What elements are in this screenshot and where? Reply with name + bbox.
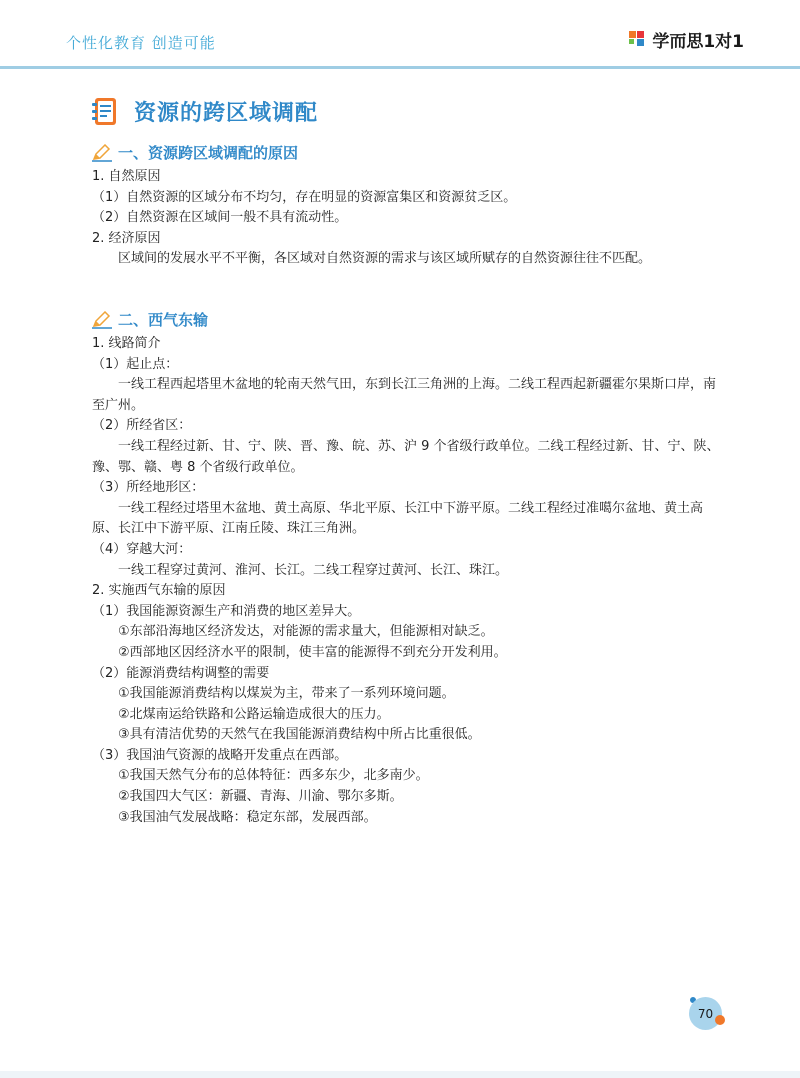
text-line: （2）所经省区：	[92, 418, 192, 434]
text-line: ②西部地区因经济水平的限制，使丰富的能源得不到充分开发利用。	[118, 644, 507, 660]
text-line: （3）所经地形区：	[92, 480, 205, 496]
brand-name: 学而思1对1	[652, 31, 744, 52]
text-line: ②北煤南运给铁路和公路运输造成很大的压力。	[118, 706, 390, 722]
section-body-2	[92, 334, 722, 828]
text-line: （3）我国油气资源的战略开发重点在西部。	[92, 747, 348, 763]
text-paragraph: 一线工程经过塔里木盆地、黄土高原、华北平原、长江中下游平原。二线工程经过准噶尔盆地、黄土高原、长江中下游平原、江南丘陵、珠江三角洲。	[92, 500, 704, 537]
text-line: （4）穿越大河：	[92, 541, 192, 557]
text-paragraph: 一线工程西起塔里木盆地的轮南天然气田，东到长江三角洲的上海。二线工程西起新疆霍尔果斯口岸，南至广州。	[92, 377, 717, 413]
text-line: 区域间的发展水平不平衡，各区域对自然资源的需求与该区域所赋存的自然资源往往不匹配。	[118, 251, 652, 267]
section-title-2: 二、西气东输	[118, 311, 209, 329]
section-body-1	[92, 167, 722, 270]
section-heading-1	[92, 142, 298, 163]
footer-band	[0, 1071, 800, 1078]
text-line: （1）自然资源的区域分布不均匀，存在明显的资源富集区和资源贫乏区。	[92, 189, 517, 205]
text-line: ①东部沿海地区经济发达，对能源的需求量大，但能源相对缺乏。	[118, 624, 494, 640]
text-line: （1）起止点：	[92, 356, 179, 372]
header-slogan: 个性化教育 创造可能	[66, 34, 216, 52]
brand-logo	[628, 26, 744, 52]
text-line: （2）能源消费结构调整的需要	[92, 665, 270, 681]
notebook-icon	[92, 97, 118, 127]
brand-logo-icon	[628, 29, 648, 49]
text-line: 1. 线路简介	[92, 336, 161, 351]
text-line: ②我国四大气区：新疆、青海、川渝、鄂尔多斯。	[118, 789, 403, 805]
text-line: ③具有清洁优势的天然气在我国能源消费结构中所占比重很低。	[118, 727, 481, 743]
section-heading-2	[92, 309, 208, 330]
pencil-icon	[92, 311, 112, 329]
page-title: 资源的跨区域调配	[134, 101, 319, 126]
text-line: 2. 经济原因	[92, 230, 161, 246]
pencil-icon	[92, 144, 112, 162]
text-paragraph: 一线工程经过新、甘、宁、陕、晋、豫、皖、苏、沪 9 个省级行政单位。二线工程经过新、甘、宁、陕、豫、鄂、赣、粤 8 个省级行政单位。	[92, 438, 720, 475]
page-header	[0, 0, 800, 66]
title-row	[92, 96, 318, 127]
section-title-1: 一、资源跨区域调配的原因	[118, 144, 299, 162]
text-line: ③我国油气发展战略：稳定东部，发展西部。	[118, 809, 377, 825]
text-line: 一线工程穿过黄河、淮河、长江。二线工程穿过黄河、长江、珠江。	[118, 562, 509, 578]
text-line: 1. 自然原因	[92, 169, 161, 184]
page-number: 70	[689, 997, 722, 1030]
text-line: ①我国天然气分布的总体特征：西多东少，北多南少。	[118, 768, 429, 784]
text-line: （1）我国能源资源生产和消费的地区差异大。	[92, 603, 361, 619]
text-line: （2）自然资源在区域间一般不具有流动性。	[92, 210, 348, 226]
header-divider	[0, 66, 800, 69]
text-line: ①我国能源消费结构以煤炭为主，带来了一系列环境问题。	[118, 686, 455, 702]
decor-dot-orange	[715, 1015, 725, 1025]
text-line: 2. 实施西气东输的原因	[92, 583, 226, 599]
